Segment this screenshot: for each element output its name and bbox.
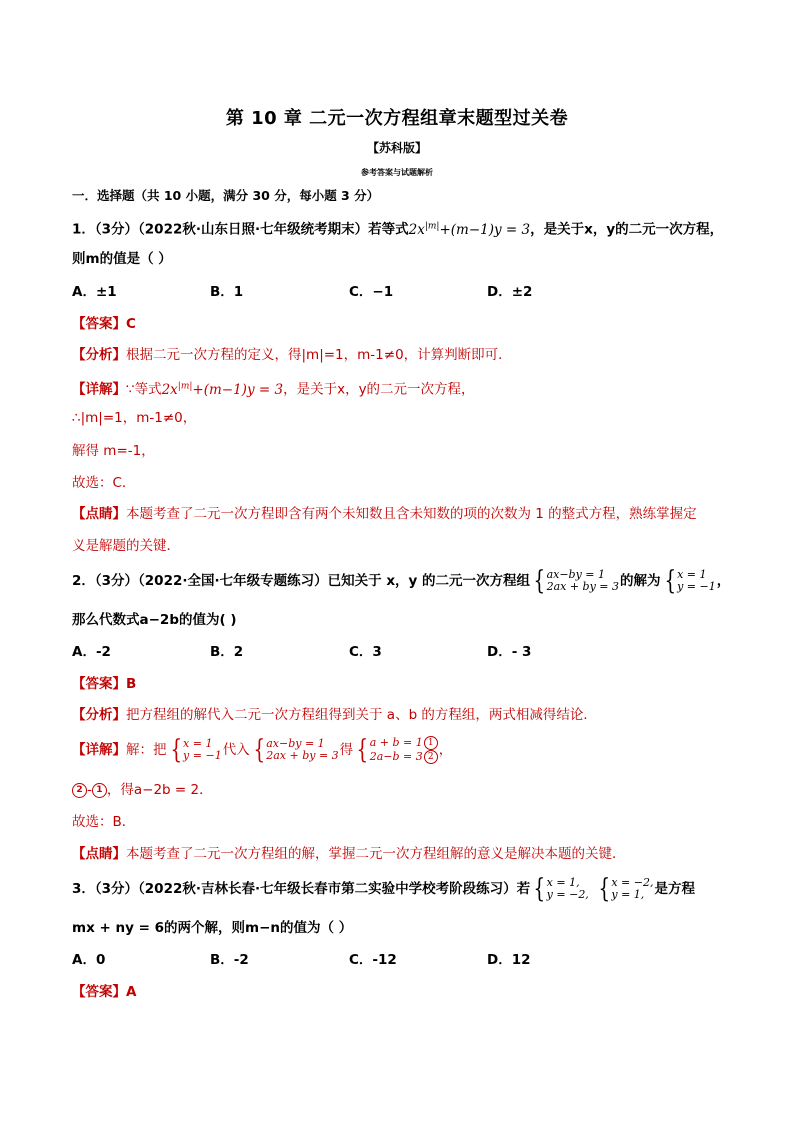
- caption: 参考答案与试题解析: [361, 168, 433, 177]
- q2-detail-system: { ax−by = 1 2ax + by = 3: [253, 735, 339, 765]
- q2-detail: 【详解】解：把 { x = 1 y = −1 代入 { ax−by = 1 2ax + by = 3 得 { a + b = 1 1 2a−b = 3 2 ，: [72, 735, 453, 765]
- q2-option-b: B．2: [210, 644, 244, 660]
- q3-stem-line2: mx + ny = 6的两个解，则m−n的值为（ ）: [72, 920, 353, 936]
- q1-stem-end: ，是关于x，y的二元一次方程，: [530, 221, 724, 238]
- q2-analysis: 【分析】把方程组的解代入二元一次方程组得到关于 a、b 的方程组，两式相减得结论．: [72, 707, 597, 723]
- q3-solution-1: { x = 1, y = −2,: [533, 874, 589, 904]
- q2-choose: 故选：B．: [72, 814, 136, 830]
- q2-solution: { x = 1 y = −1: [663, 566, 716, 596]
- q1-comment: 【点睛】本题考查了二元一次方程即含有两个未知数且含未知数的项的次数为 1 的整式方程，熟练掌握定: [72, 506, 697, 522]
- q1-choose: 故选：C．: [72, 475, 136, 491]
- q2-comment: 【点睛】本题考查了二元一次方程组的解，掌握二元一次方程组解的意义是解决本题的关键．: [72, 846, 626, 862]
- q1-analysis: 【分析】根据二元一次方程的定义，得|m|=1，m-1≠0，计算判断即可．: [72, 347, 512, 363]
- q1-expression: $2x^{|m|}+(m-1)y = 3$: [408, 221, 531, 238]
- q2-answer: 【答案】B: [72, 676, 137, 692]
- q1-detail: 【详解】∵等式$2x^{|m|}+(m-1)y = 3$，是关于x，y的二元一次方程，: [72, 381, 475, 398]
- q2-detail-solution: { x = 1 y = −1: [169, 735, 222, 765]
- q3-stem: 3．（3分）（2022秋·吉林长春·七年级长春市第二实验中学校考阶段练习）若 { x = 1, y = −2, { x = −2, y = 1, 是方程: [72, 874, 695, 904]
- q1-stem: [72, 216, 723, 240]
- q2-step: 2 - 1 ，得a−2b = 2．: [72, 780, 213, 800]
- q1-step2: 解得 m=-1，: [72, 443, 155, 459]
- q2-derived-system: { a + b = 1 1 2a−b = 3 2: [354, 736, 438, 764]
- page-title: 第 10 章 二元一次方程组章末题型过关卷: [225, 108, 569, 129]
- q2-option-c: C．3: [349, 644, 382, 660]
- q3-option-b: B．-2: [210, 952, 249, 968]
- q3-option-a: A．0: [72, 952, 106, 968]
- q3-solution-2: { x = −2, y = 1,: [598, 874, 654, 904]
- q2-number: 2．（3分）（2022·全国·七年级专题练习）已知关于 x，y 的二元一次方程组: [72, 573, 531, 589]
- q2-stem-line2: 那么代数式a−2b的值为( ): [72, 612, 237, 628]
- section-heading: 一．选择题（共 10 小题，满分 30 分，每小题 3 分）: [72, 188, 380, 203]
- q1-option-a: A．±1: [72, 284, 117, 300]
- q1-option-c: C．−1: [349, 284, 394, 300]
- q2-system: { ax−by = 1 2ax + by = 3: [533, 566, 620, 596]
- q2-option-d: D．- 3: [487, 644, 532, 660]
- q1-answer: 【答案】C: [72, 316, 136, 332]
- q1-detail-expression: $2x^{|m|}+(m-1)y = 3$: [161, 381, 284, 398]
- edition-label: 【苏科版】: [366, 141, 427, 155]
- q3-answer: 【答案】A: [72, 984, 137, 1000]
- q1-option-b: B．1: [210, 284, 244, 300]
- q1-option-d: D．±2: [487, 284, 533, 300]
- q1-stem-line2: 则m的值是（ ）: [72, 251, 172, 267]
- q1-number: 1．（3分）（2022秋·山东日照·七年级统考期末）若等式: [72, 221, 409, 238]
- q2-stem: 2．（3分）（2022·全国·七年级专题练习）已知关于 x，y 的二元一次方程组 { ax−by = 1 2ax + by = 3 的解为 { x = 1 y = −1 ，: [72, 566, 731, 596]
- q2-option-a: A．-2: [72, 644, 111, 660]
- q1-comment-line2: 义是解题的关键．: [72, 538, 180, 554]
- q1-step1: ∴|m|=1，m-1≠0，: [72, 410, 197, 426]
- q3-option-c: C．-12: [349, 952, 397, 968]
- q3-option-d: D．12: [487, 952, 531, 968]
- q3-number: 3．（3分）（2022秋·吉林长春·七年级长春市第二实验中学校考阶段练习）若: [72, 881, 531, 897]
